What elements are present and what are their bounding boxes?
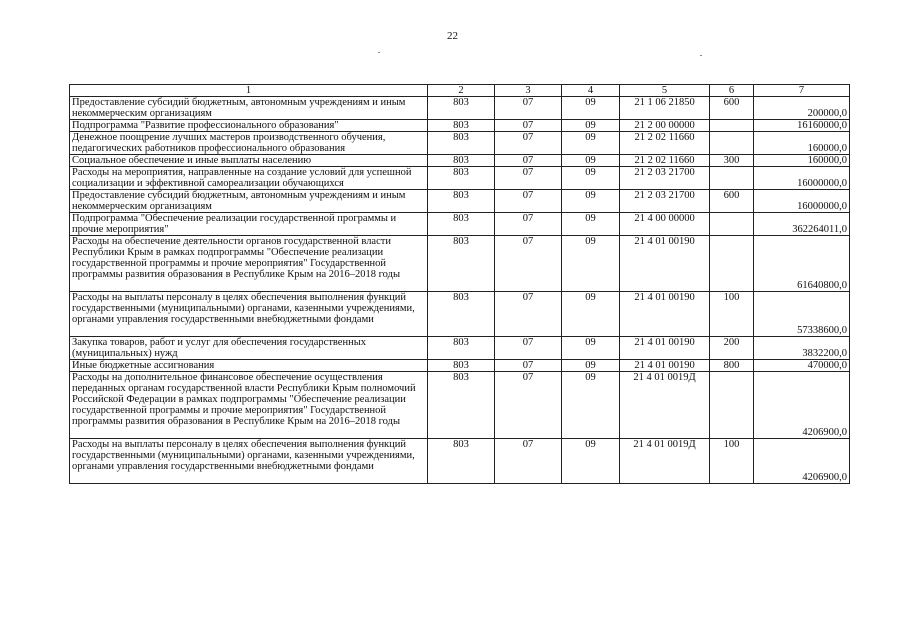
expense-type-cell: 100 [710,439,754,484]
expense-name-cell: Подпрограмма "Развитие профессионального образования" [70,120,428,132]
section-code-cell: 07 [495,292,562,337]
ministry-code-cell: 803 [428,97,495,120]
expense-type-cell [710,236,754,292]
expense-name-cell: Подпрограмма "Обеспечение реализации государственной программы и прочие мероприятия" [70,213,428,236]
subsection-code-cell: 09 [562,372,620,439]
expense-name-cell: Расходы на обеспечение деятельности органов государственной власти Республики Крым в рамках подпрограммы "Обеспечение реализации государственной программы и прочие мероприятия" Государственной программы развития образования в Республике Крым на 2016–2018 годы [70,236,428,292]
ministry-code-cell: 803 [428,190,495,213]
scan-speck [700,55,702,56]
ministry-code-cell: 803 [428,132,495,155]
ministry-code-cell: 803 [428,213,495,236]
subsection-code-cell: 09 [562,292,620,337]
target-article-cell: 21 4 01 0019Д [620,439,710,484]
column-header: 1 [70,85,428,97]
budget-table [69,84,850,484]
expense-type-cell [710,120,754,132]
ministry-code-cell: 803 [428,167,495,190]
amount-cell: 4206900,0 [754,372,850,439]
subsection-code-cell: 09 [562,167,620,190]
table-row [70,372,850,439]
target-article-cell: 21 4 00 00000 [620,213,710,236]
target-article-cell: 21 2 03 21700 [620,167,710,190]
table-row [70,337,850,360]
table-row [70,292,850,337]
expense-type-cell: 200 [710,337,754,360]
target-article-cell: 21 2 03 21700 [620,190,710,213]
table-row [70,360,850,372]
expense-name-cell: Предоставление субсидий бюджетным, автономным учреждениям и иным некоммерческим организациям [70,97,428,120]
subsection-code-cell: 09 [562,120,620,132]
section-code-cell: 07 [495,190,562,213]
table-row [70,190,850,213]
expense-name-cell: Социальное обеспечение и иные выплаты населению [70,155,428,167]
amount-cell: 57338600,0 [754,292,850,337]
expense-name-cell: Закупка товаров, работ и услуг для обеспечения государственных (муниципальных) нужд [70,337,428,360]
section-code-cell: 07 [495,120,562,132]
subsection-code-cell: 09 [562,97,620,120]
section-code-cell: 07 [495,97,562,120]
subsection-code-cell: 09 [562,132,620,155]
table-row [70,236,850,292]
section-code-cell: 07 [495,213,562,236]
column-header: 2 [428,85,495,97]
column-header: 7 [754,85,850,97]
expense-name-cell: Расходы на выплаты персоналу в целях обеспечения выполнения функций государственными (муниципальными) органами, казенными учреждениями, органами управления государственными внебюджетными фондами [70,292,428,337]
target-article-cell: 21 4 01 0019Д [620,372,710,439]
expense-type-cell: 800 [710,360,754,372]
column-header: 6 [710,85,754,97]
expense-name-cell: Иные бюджетные ассигнования [70,360,428,372]
subsection-code-cell: 09 [562,236,620,292]
header-row [70,85,850,97]
ministry-code-cell: 803 [428,155,495,167]
page-number: 22 [447,30,458,42]
table-row [70,120,850,132]
section-code-cell: 07 [495,439,562,484]
target-article-cell: 21 4 01 00190 [620,292,710,337]
ministry-code-cell: 803 [428,439,495,484]
subsection-code-cell: 09 [562,337,620,360]
amount-cell: 16000000,0 [754,167,850,190]
expense-type-cell: 600 [710,97,754,120]
expense-name-cell: Расходы на выплаты персоналу в целях обеспечения выполнения функций государственными (муниципальными) органами, казенными учреждениями, органами управления государственными внебюджетными фондами [70,439,428,484]
expense-type-cell: 100 [710,292,754,337]
expense-name-cell: Предоставление субсидий бюджетным, автономным учреждениям и иным некоммерческим организациям [70,190,428,213]
target-article-cell: 21 2 02 11660 [620,155,710,167]
expense-type-cell [710,213,754,236]
ministry-code-cell: 803 [428,360,495,372]
section-code-cell: 07 [495,337,562,360]
section-code-cell: 07 [495,372,562,439]
section-code-cell: 07 [495,132,562,155]
ministry-code-cell: 803 [428,372,495,439]
table-row [70,167,850,190]
table-row [70,132,850,155]
target-article-cell: 21 4 01 00190 [620,236,710,292]
table-row [70,439,850,484]
amount-cell: 3832200,0 [754,337,850,360]
column-header: 5 [620,85,710,97]
table-row [70,97,850,120]
section-code-cell: 07 [495,236,562,292]
ministry-code-cell: 803 [428,292,495,337]
section-code-cell: 07 [495,360,562,372]
amount-cell: 61640800,0 [754,236,850,292]
amount-cell: 16160000,0 [754,120,850,132]
expense-name-cell: Расходы на мероприятия, направленные на создание условий для успешной социализации и эффективной самореализации обучающихся [70,167,428,190]
target-article-cell: 21 2 00 00000 [620,120,710,132]
target-article-cell: 21 4 01 00190 [620,360,710,372]
subsection-code-cell: 09 [562,213,620,236]
target-article-cell: 21 1 06 21850 [620,97,710,120]
subsection-code-cell: 09 [562,190,620,213]
column-header: 3 [495,85,562,97]
amount-cell: 362264011,0 [754,213,850,236]
expense-name-cell: Расходы на дополнительное финансовое обеспечение осуществления переданных органам государственной власти Республики Крым полномочий Российской Федерации в рамках подпрограммы "Обеспечение реализации государственной программы и прочие мероприятия" Государственной программы развития образования в Республике Крым на 2016–2018 годы [70,372,428,439]
subsection-code-cell: 09 [562,360,620,372]
amount-cell: 4206900,0 [754,439,850,484]
expense-name-cell: Денежное поощрение лучших мастеров производственного обучения, педагогических работников профессионального образования [70,132,428,155]
table-row [70,155,850,167]
column-header: 4 [562,85,620,97]
subsection-code-cell: 09 [562,439,620,484]
amount-cell: 160000,0 [754,155,850,167]
amount-cell: 200000,0 [754,97,850,120]
expense-type-cell [710,372,754,439]
amount-cell: 470000,0 [754,360,850,372]
expense-type-cell: 600 [710,190,754,213]
section-code-cell: 07 [495,167,562,190]
ministry-code-cell: 803 [428,337,495,360]
section-code-cell: 07 [495,155,562,167]
ministry-code-cell: 803 [428,120,495,132]
expense-type-cell: 300 [710,155,754,167]
amount-cell: 160000,0 [754,132,850,155]
expense-type-cell [710,167,754,190]
ministry-code-cell: 803 [428,236,495,292]
table-body [70,97,850,484]
amount-cell: 16000000,0 [754,190,850,213]
table-row [70,213,850,236]
subsection-code-cell: 09 [562,155,620,167]
expense-type-cell [710,132,754,155]
scan-speck [378,52,380,53]
target-article-cell: 21 4 01 00190 [620,337,710,360]
target-article-cell: 21 2 02 11660 [620,132,710,155]
